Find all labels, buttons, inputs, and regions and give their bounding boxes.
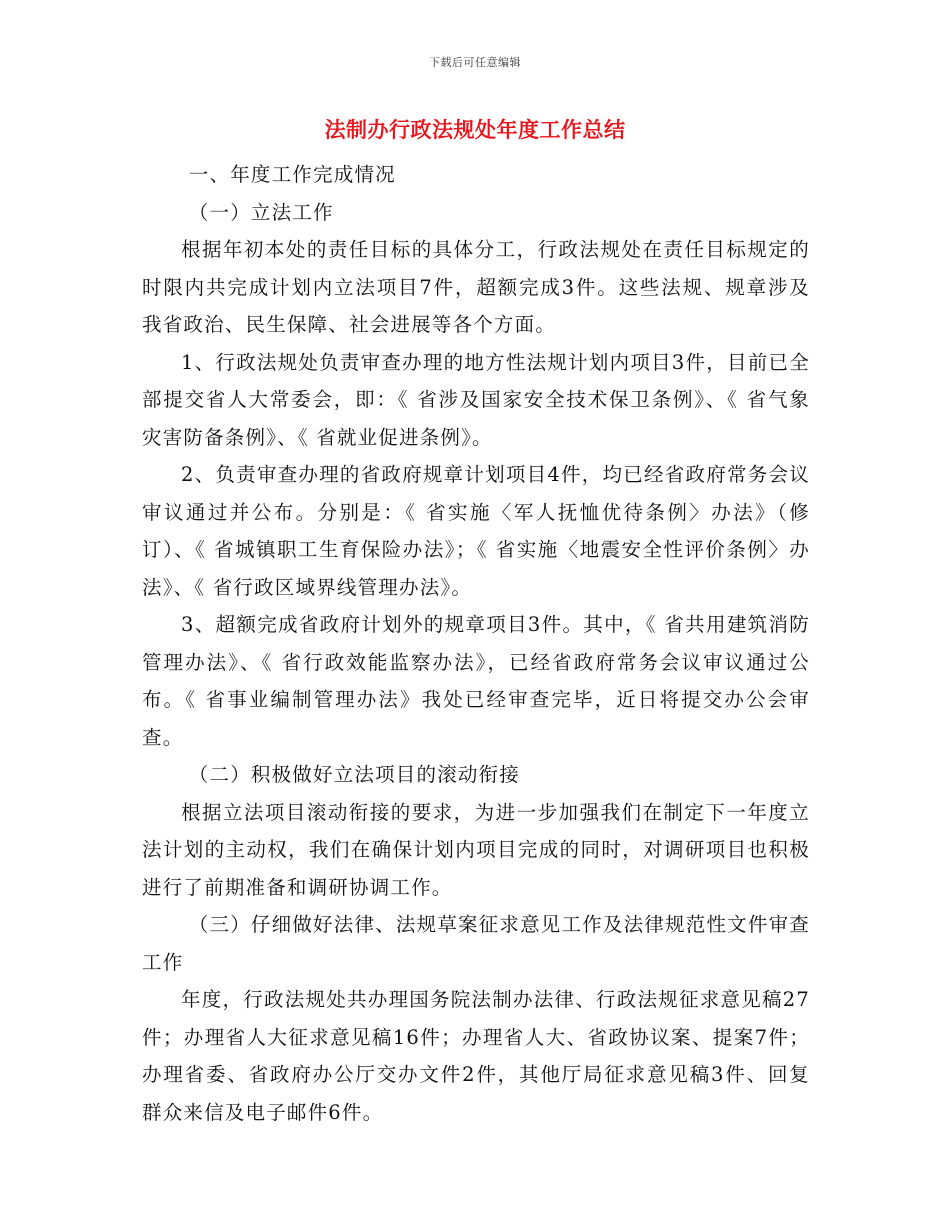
document-title: 法制办行政法规处年度工作总结 [324, 117, 626, 142]
document-body [142, 156, 810, 1131]
paragraph-legislation-summary: 根据年初本处的责任目标的具体分工，行政法规处在责任目标规定的时限内共完成计划内立法项目7件，超额完成3件。这些法规、规章涉及我省政治、民生保障、社会进展等各个方面。 [142, 238, 810, 336]
paragraph-item-1: 1、行政法规处负责审查办理的地方性法规计划内项目3件，目前已全部提交省人大常委会，即：《 省涉及国家安全技术保卫条例》、《 省气象灾害防备条例》、《 省就业促进条例》。 [142, 350, 810, 449]
subsection-heading-3: （三）仔细做好法律、法规草案征求意见工作及法律规范性文件审查工作 [142, 913, 810, 974]
subsection-heading-2: （二）积极做好立法项目的滚动衔接 [188, 763, 520, 786]
section-heading-1: 一、年度工作完成情况 [188, 163, 396, 186]
paragraph-item-3: 3、超额完成省政府计划外的规章项目3件。其中，《 省共用建筑消防管理办法》、《 省行政效能监察办法》，已经省政府常务会议审议通过公布。《 省事业编制管理办法》我处已经审查完毕，近日将提交办公会审查。 [142, 613, 810, 749]
paragraph-item-2: 2、负责审查办理的省政府规章计划项目4件，均已经省政府常务会议审议通过并公布。分别是：《 省实施〈军人抚恤优待条例〉办法》（修订）、《 省城镇职工生育保险办法》；《 省实施〈地震安全性评价条例〉办法》、《 省行政区域界线管理办法》。 [142, 463, 810, 599]
subsection-heading-1: （一）立法工作 [188, 200, 334, 224]
paragraph-rolling-projects: 根据立法项目滚动衔接的要求，为进一步加强我们在制定下一年度立法计划的主动权，我们在确保计划内项目完成的同时，对调研项目也积极进行了前期准备和调研协调工作。 [142, 800, 810, 899]
header-note: 下载后可任意编辑 [429, 56, 521, 69]
paragraph-review-work: 年度，行政法规处共办理国务院法制办法律、行政法规征求意见稿27件；办理省人大征求意见稿16件；办理省人大、省政协议案、提案7件；办理省委、省政府办公厅交办文件2件，其他厅局征求意见稿3件、回复群众来信及电子邮件6件。 [142, 988, 810, 1124]
